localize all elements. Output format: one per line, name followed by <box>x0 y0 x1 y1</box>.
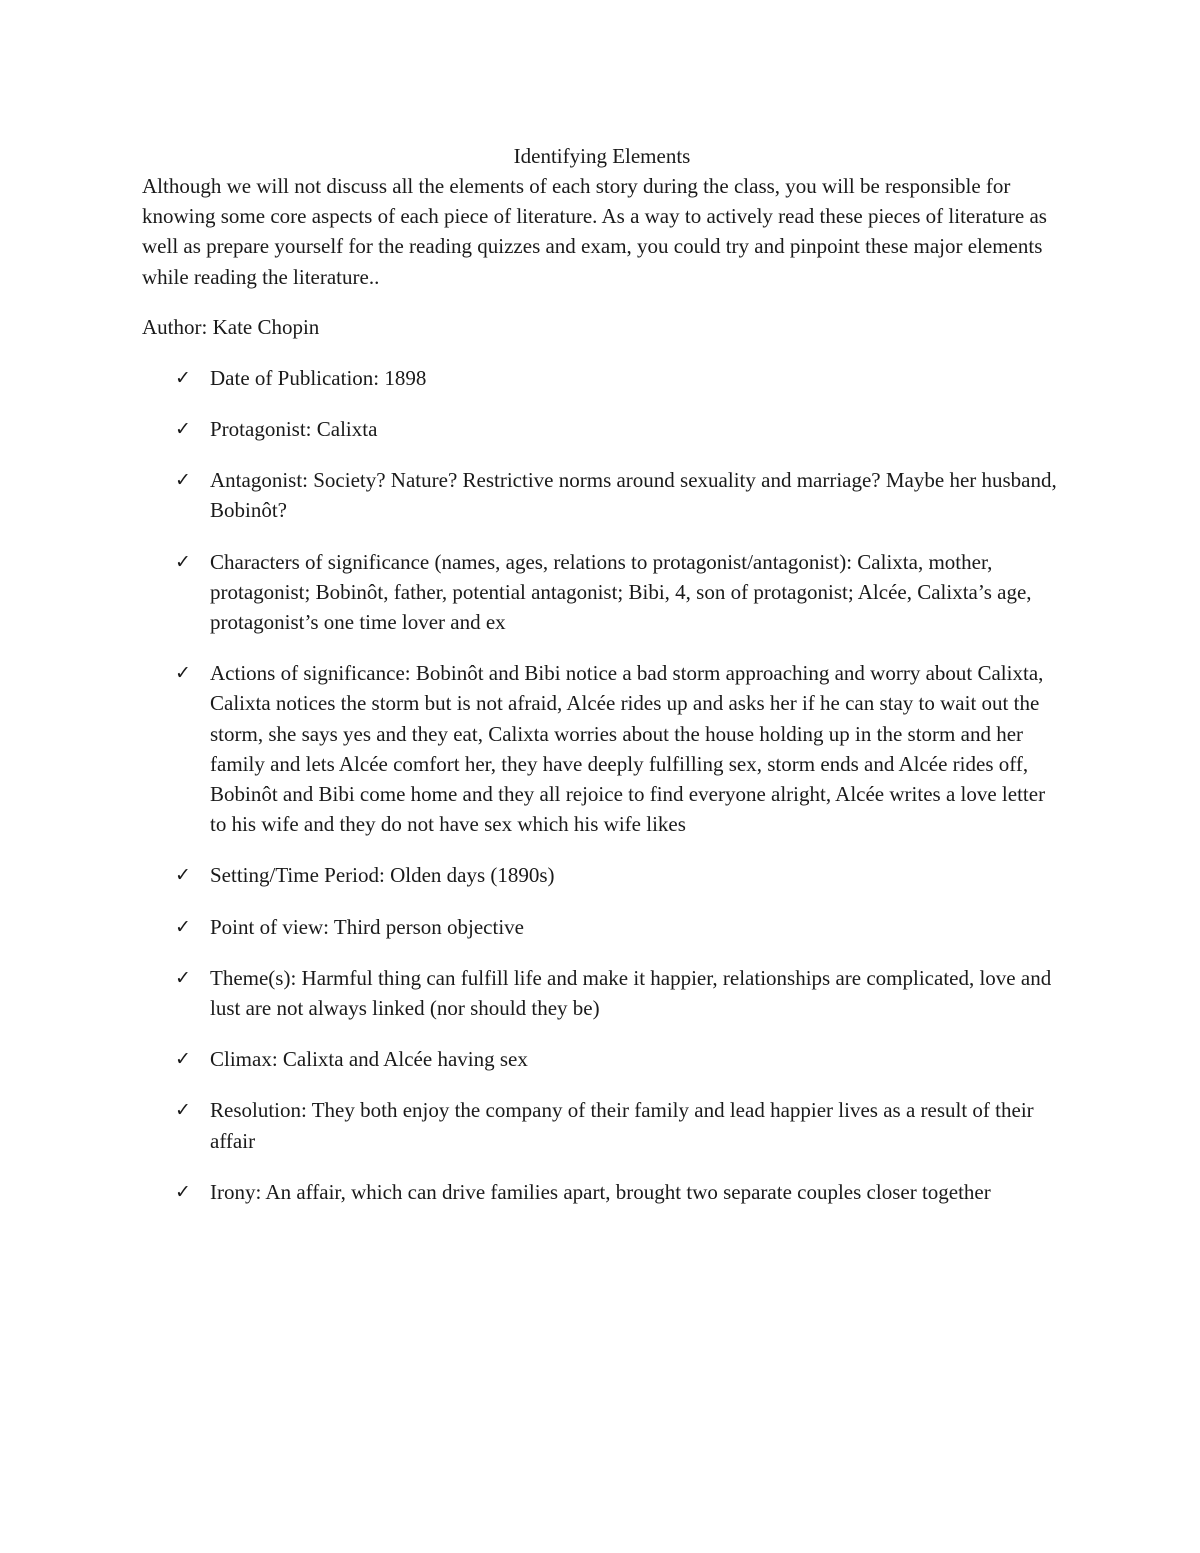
checklist-item-text: Irony: An affair, which can drive families apart, brought two separate couples closer together <box>210 1179 991 1204</box>
intro-paragraph: Although we will not discuss all the elements of each story during the class, you will be responsible for knowing some core aspects of each piece of literature. As a way to actively read these pieces of literature as well as prepare yourself for the reading quizzes and exam, you could try and pinpoint these major elements while reading the literature.. <box>142 174 1047 289</box>
checklist-item-text: Actions of significance: Bobinôt and Bibi notice a bad storm approaching and worry about Calixta, Calixta notices the storm but is not afraid, Alcée rides up and asks her if he can stay to wait out the storm, she says yes and they eat, Calixta worries about the house holding up in the storm and her family and lets Alcée comfort her, they have deeply fulfilling sex, storm ends and Alcée rides off, Bobinôt and Bibi come home and they all rejoice to find everyone alright, Alcée writes a love letter to his wife and they do not have sex which his wife likes <box>210 661 1046 837</box>
checklist-item-resolution <box>142 1095 1062 1155</box>
checklist-item-publication <box>142 363 1062 393</box>
elements-checklist <box>142 363 1062 1207</box>
checklist-item-characters <box>142 547 1062 638</box>
checklist-item-text: Theme(s): Harmful thing can fulfill life and make it happier, relationships are complicated, love and lust are not always linked (nor should they be) <box>210 965 1052 1021</box>
checklist-item-antagonist <box>142 465 1062 525</box>
checkmark-icon: ✓ <box>175 418 191 441</box>
checkmark-icon: ✓ <box>175 550 191 573</box>
checkmark-icon: ✓ <box>175 469 191 492</box>
checklist-item-protagonist <box>142 414 1062 444</box>
checkmark-icon: ✓ <box>175 864 191 887</box>
checklist-item-actions <box>142 658 1062 839</box>
checklist-item-text: Protagonist: Calixta <box>210 417 378 442</box>
checkmark-icon: ✓ <box>175 966 191 989</box>
checklist-item-themes <box>142 963 1062 1023</box>
checklist-item-text: Characters of significance (names, ages, relations to protagonist/antagonist): Calixta, mother, protagonist; Bobinôt, father, potential antagonist; Bibi, 4, son of protagonist; Alcée, Calixta’s age, protagonist’s one time lover and ex <box>210 549 1032 635</box>
document-page <box>142 141 1062 1228</box>
checklist-item-text: Resolution: They both enjoy the company of their family and lead happier lives as a result of their affair <box>210 1098 1034 1153</box>
checkmark-icon: ✓ <box>175 1048 191 1071</box>
checkmark-icon: ✓ <box>175 366 191 389</box>
checklist-item-text: Date of Publication: 1898 <box>210 365 427 390</box>
author-line: Author: Kate Chopin <box>142 314 320 339</box>
checklist-item-setting <box>142 860 1062 890</box>
checklist-item-climax <box>142 1044 1062 1074</box>
checkmark-icon: ✓ <box>175 1099 191 1122</box>
checklist-item-text: Antagonist: Society? Nature? Restrictive norms around sexuality and marriage? Maybe her husband, Bobinôt? <box>210 468 1057 523</box>
checklist-item-irony <box>142 1177 1062 1207</box>
checklist-item-text: Climax: Calixta and Alcée having sex <box>210 1047 528 1072</box>
checklist-item-text: Point of view: Third person objective <box>210 914 524 939</box>
document-title: Identifying Elements <box>513 144 691 168</box>
checklist-item-text: Setting/Time Period: Olden days (1890s) <box>210 863 555 888</box>
checklist-item-point-of-view <box>142 912 1062 942</box>
checkmark-icon: ✓ <box>175 1180 191 1203</box>
checkmark-icon: ✓ <box>175 915 191 938</box>
checkmark-icon: ✓ <box>175 662 191 685</box>
